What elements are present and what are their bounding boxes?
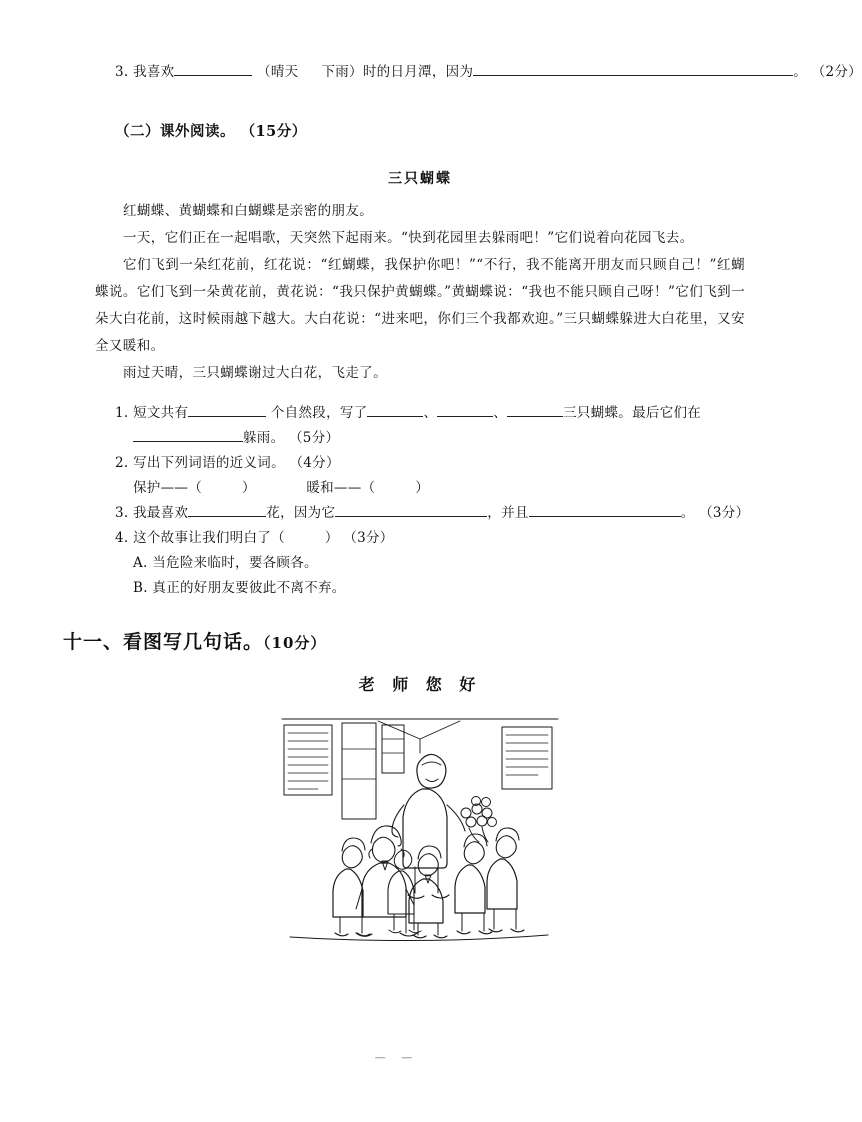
section-two-label: （二）课外阅读。 [115,122,235,140]
q1-part-f: 躲雨。 [243,429,285,446]
q2-text: 写出下列词语的近义词。 [133,454,285,471]
q4-number: 4. [115,529,129,546]
q1-blank-4[interactable] [507,402,563,417]
illustration-wrapper [95,709,745,944]
q3r-blank-2[interactable] [335,502,487,517]
q1-part-d: 、 [493,404,508,421]
q1-part-c: 、 [423,404,438,421]
q3r-part-c: ，并且 [487,504,529,521]
q2-pair-1-close: ） [242,479,256,496]
q3r-blank-1[interactable] [188,502,266,517]
q1-blank-2[interactable] [367,402,423,417]
q3-number: 3. [115,64,129,80]
article-paragraph-2: 一天，它们正在一起唱歌，天突然下起雨来。“快到花园里去躲雨吧！”它们说着向花园飞去。 [123,229,694,246]
q3r-part-b: 花，因为它 [266,504,336,521]
q3-blank-2[interactable] [473,61,793,76]
section-eleven-score: （10分） [263,633,327,652]
article-paragraph-1: 红蝴蝶、黄蝴蝶和白蝴蝶是亲密的朋友。 [123,202,374,219]
section-two-heading [95,119,745,146]
q1-blank-1[interactable] [188,402,266,417]
q1-part-a: 短文共有 [133,404,189,421]
q3-text-c: 下雨）时的日月潭，因为 [321,64,474,80]
reading-question-1-cont [95,426,745,451]
q3r-blank-3[interactable] [529,502,681,517]
q2-number: 2. [115,454,129,471]
q3r-part-a: 我最喜欢 [133,504,189,521]
picture-caption: 老 师 您 好 [358,674,482,694]
q4-score: （3分） [343,529,394,546]
q3-text-b: （晴天 [257,64,299,80]
page-footer: — — [374,1051,419,1064]
page-content [63,60,862,944]
q2-pair-1-word: 保护——（ [133,479,202,496]
q1-blank-5[interactable] [133,427,243,442]
article-title: 三只蝴蝶 [388,170,452,187]
article-paragraph-4: 雨过天晴，三只蝴蝶谢过大白花，飞走了。 [123,364,388,381]
q1-part-b: 个自然段，写了 [270,404,368,421]
section-eleven-title: 看图写几句话。 [123,630,264,653]
reading-question-2-pairs [95,476,745,501]
q3r-number: 3. [115,504,129,521]
reading-question-3 [95,501,750,526]
q3-blank-1[interactable] [174,61,252,76]
article-paragraph-3: 它们飞到一朵红花前，红花说：“红蝴蝶，我保护你吧！”“不行，我不能离开朋友而只顾自己！”红蝴蝶说。它们飞到一朵黄花前，黄花说：“我只保护黄蝴蝶。”黄蝴蝶说：“我也不能只顾自己呀！”它们飞到一朵大白花前，这时候雨越下越大。大白花说：“进来吧，你们三个我都欢迎。”三只蝴蝶躲进大白花里，又安全又暖和。 [95,256,745,354]
q2-pair-2-close: ） [415,479,430,496]
q4-text-a: 这个故事让我们明白了（ [133,529,285,546]
section-eleven-heading [63,627,745,654]
section-eleven-number: 十一、 [63,630,124,653]
q1-score: （5分） [289,429,340,446]
students-giving-flowers-to-teacher-illustration [270,709,570,944]
q3-text-a: 我喜欢 [133,64,175,80]
q3-score: （2分） [811,64,862,80]
carryover-question-3 [95,60,862,85]
q2-score: （4分） [289,454,340,471]
q2-pair-2-word: 暖和——（ [306,479,376,496]
reading-question-1 [95,401,745,426]
q1-number: 1. [115,404,129,421]
section-two-score: （15分） [240,122,307,140]
q1-blank-3[interactable] [437,402,493,417]
q4-text-b: ） [324,529,339,546]
reading-question-4 [95,526,745,551]
q3r-score: （3分） [699,504,750,521]
q3-tail: 。 [793,64,808,80]
reading-question-2 [95,451,745,476]
q4-option-b[interactable]: B. 真正的好朋友要彼此不离不弃。 [133,579,346,596]
q1-part-e: 三只蝴蝶。最后它们在 [563,404,702,421]
q3r-tail: 。 [680,504,695,521]
q4-option-a[interactable]: A. 当危险来临时，要各顾各。 [133,554,318,571]
